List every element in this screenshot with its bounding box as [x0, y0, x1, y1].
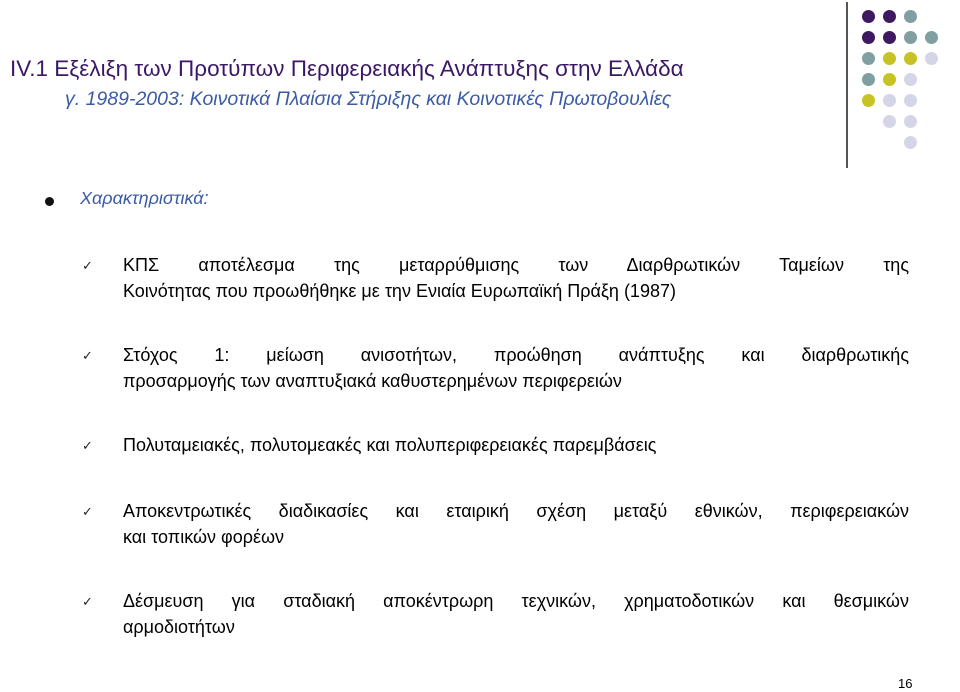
list-item-line: Πολυταμειακές, πολυτομεακές και πολυπεριφερειακές παρεμβάσεις: [123, 435, 657, 455]
decor-dot: [904, 52, 917, 65]
decor-dot: [883, 94, 896, 107]
decor-dot: [925, 52, 938, 65]
decor-dot: [904, 73, 917, 86]
list-item-line: και τοπικών φορέων: [123, 527, 285, 547]
checkmark-icon: ✓: [82, 438, 93, 453]
list-item-line: αρμοδιοτήτων: [123, 617, 235, 637]
section-heading: Χαρακτηριστικά:: [80, 188, 209, 208]
decor-dot: [904, 94, 917, 107]
checkmark-icon: ✓: [82, 504, 93, 519]
list-item-line: ΚΠΣ αποτέλεσμα της μεταρρύθμισης των Διαρθρωτικών Ταμείων της: [123, 255, 909, 275]
decor-dot: [904, 115, 917, 128]
decor-dot: [862, 31, 875, 44]
slide-subtitle: γ. 1989-2003: Κοινοτικά Πλαίσια Στήριξης και Κοινοτικές Πρωτοβουλίες: [65, 88, 672, 110]
page-number: 16: [898, 676, 913, 691]
decor-dot: [904, 10, 917, 23]
decor-dot: [883, 73, 896, 86]
decor-dot: [883, 31, 896, 44]
list-item-line: προσαρμογής των αναπτυξιακά καθυστερημένων περιφερειών: [123, 371, 622, 391]
list-item: [123, 498, 909, 550]
decor-dot: [904, 136, 917, 149]
decor-dot: [883, 52, 896, 65]
list-item-line: Αποκεντρωτικές διαδικασίες και εταιρική σχέση μεταξύ εθνικών, περιφερειακών: [123, 501, 909, 521]
list-item: [123, 432, 909, 458]
slide-title: IV.1 Εξέλιξη των Προτύπων Περιφερειακής Ανάπτυξης στην Ελλάδα: [10, 56, 684, 81]
decor-dot: [925, 31, 938, 44]
decor-dot: [883, 10, 896, 23]
list-item-line: Δέσμευση για σταδιακή αποκέντρωρη τεχνικών, χρηματοδοτικών και θεσμικών: [123, 591, 909, 611]
list-item: [123, 342, 909, 394]
dot-grid-decoration: [862, 10, 960, 150]
divider-line: [846, 2, 848, 168]
checkmark-icon: ✓: [82, 594, 93, 609]
decor-dot: [904, 31, 917, 44]
list-item-line: Κοινότητας που προωθήθηκε με την Ενιαία Ευρωπαϊκή Πράξη (1987): [123, 281, 676, 301]
list-item: [123, 252, 909, 304]
list-item: [123, 588, 909, 640]
decor-dot: [862, 10, 875, 23]
decor-dot: [862, 73, 875, 86]
decor-dot: [883, 115, 896, 128]
checkmark-icon: ✓: [82, 348, 93, 363]
list-item-line: Στόχος 1: μείωση ανισοτήτων, προώθηση ανάπτυξης και διαρθρωτικής: [123, 345, 909, 365]
checkmark-icon: ✓: [82, 258, 93, 273]
bullet-dot-icon: [45, 197, 54, 206]
decor-dot: [862, 52, 875, 65]
decor-dot: [862, 94, 875, 107]
